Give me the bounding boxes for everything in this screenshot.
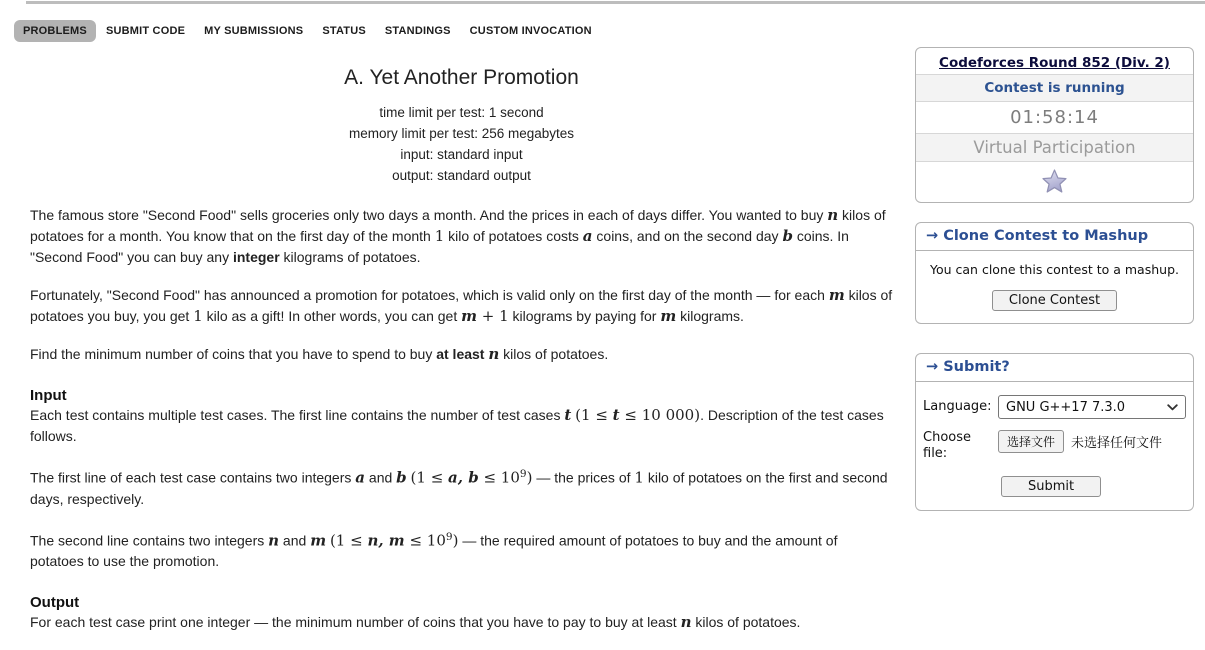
output-spec: output: standard output [392,168,531,183]
choose-file-label: Choose file: [923,430,971,461]
language-selected-value: GNU G++17 7.3.0 [1006,399,1126,415]
language-select[interactable] [998,395,1186,419]
input-section-title: Input [30,387,67,404]
chevron-down-icon [1167,404,1178,411]
output-section-title: Output [30,594,80,612]
file-input [998,430,1162,453]
submit-button[interactable]: Submit [1001,476,1101,497]
sidebar [915,47,1194,511]
tab-status[interactable]: STATUS [322,25,366,37]
contest-title-link[interactable]: Codeforces Round 852 (Div. 2) [939,55,1170,71]
file-status-text: 未选择任何文件 [1071,436,1163,451]
input-paragraph-1: Each test contains multiple test cases. The first line contains the number of test cases t (1 ≤ t ≤ 10 000). Description of the test cases follows. [30,406,884,444]
language-row [923,395,1186,419]
output-paragraph-1: For each test case print one integer — the minimum number of coins that you have to pay to buy at least n kilos of potatoes. [30,613,801,632]
tab-custom-invocation[interactable]: CUSTOM INVOCATION [469,25,592,37]
language-label: Language: [923,399,992,414]
time-limit: time limit per test: 1 second [379,105,544,120]
contest-status: Contest is running [916,75,1193,102]
top-divider [26,1,1205,4]
clone-box-title: → Clone Contest to Mashup [926,228,1149,244]
contest-info-box [915,47,1194,203]
clone-box-body [916,251,1193,323]
choose-file-button[interactable]: 选择文件 [998,430,1064,453]
submit-form [916,382,1193,510]
submit-box-header [916,354,1193,382]
submit-box [915,353,1194,511]
contest-tabs [14,20,602,42]
tab-submit-code[interactable]: SUBMIT CODE [105,25,186,37]
input-paragraph-2: The first line of each test case contains two integers a and b (1 ≤ a, $b \le 10^9$) — the prices of 1 kilo of potatoes on the first and second days, respectively. [30,468,888,507]
virtual-participation-label: Virtual Participation [916,134,1193,162]
submit-box-title: → Submit? [926,359,1010,375]
tab-standings[interactable]: STANDINGS [384,25,451,37]
clone-box-header [916,223,1193,251]
statement-paragraph-2: Fortunately, "Second Food" has announced a promotion for potatoes, which is valid only on the first day of the month — for each m kilos of potatoes you buy, you get 1 kilo as a gift! In other words, you can get m + 1 kilograms by paying for m kilograms. [30,286,893,325]
contest-countdown-timer: 01:58:14 [916,102,1193,134]
memory-limit: memory limit per test: 256 megabytes [348,126,575,141]
star-icon[interactable] [1042,169,1067,193]
input-spec: input: standard input [400,147,523,162]
statement-paragraph-1: The famous store "Second Food" sells groceries only two days a month. And the prices in each of days differ. You wanted to buy n kilos of potatoes for a month. You know that on the first day of the month 1 kilo of potatoes costs a coins, and on the second day b coins. In "Second Food" you can buy any integer kilograms of potatoes. [30,206,886,265]
clone-contest-box [915,222,1194,324]
tab-my-submissions[interactable]: MY SUBMISSIONS [204,25,304,37]
problem-title: A. Yet Another Promotion [344,66,579,89]
tab-problems[interactable]: PROBLEMS [14,20,96,42]
input-paragraph-3: The second line contains two integers n and m (1 ≤ n, $m \le 10^9$) — the required amount of potatoes to buy and the amount of potatoes to use the promotion. [30,530,838,570]
problem-statement [30,58,893,650]
contest-title-row [916,48,1193,75]
clone-description: You can clone this contest to a mashup. [930,262,1179,277]
problem-limits [30,102,893,186]
favorite-row [916,162,1193,202]
submit-row [1001,476,1186,497]
statement-paragraph-3: Find the minimum number of coins that you have to spend to buy at least n kilos of potatoes. [30,345,609,363]
clone-contest-button[interactable]: Clone Contest [992,290,1117,311]
choose-file-row [923,430,1186,462]
